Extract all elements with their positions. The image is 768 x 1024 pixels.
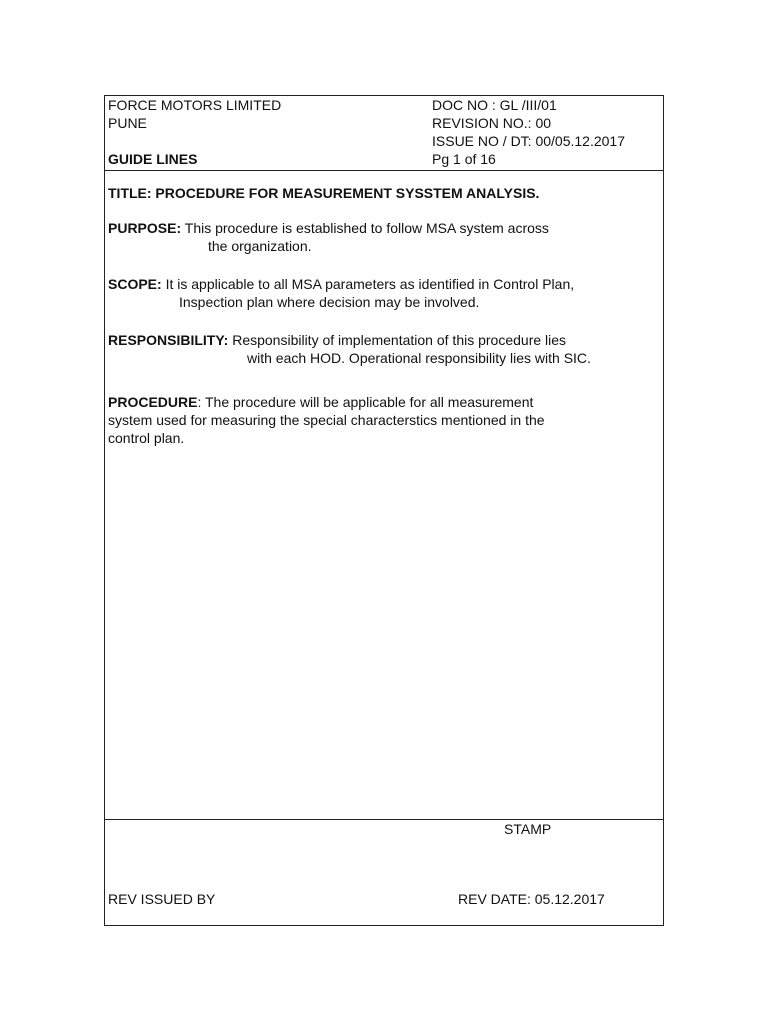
procedure-text-line2: system used for measuring the special characterstics mentioned in the [108,412,545,428]
rev-date: REV DATE: 05.12.2017 [458,891,605,907]
purpose-text-line1: This procedure is established to follow MSA system across [184,220,549,236]
issue-number-date: ISSUE NO / DT: 00/05.12.2017 [432,133,625,149]
page-number: Pg 1 of 16 [432,151,496,167]
procedure-label: PROCEDURE [108,394,198,410]
document-header [105,96,663,171]
scope-text-line1: It is applicable to all MSA parameters as identified in Control Plan, [165,276,575,292]
responsibility-text-line1: Responsibility of implementation of this procedure lies [232,332,567,348]
responsibility-section [108,331,591,367]
company-city: PUNE [108,115,147,131]
scope-section [108,275,574,311]
scope-label: SCOPE: [108,276,162,292]
procedure-text-line1: : The procedure will be applicable for all measurement [197,394,534,410]
scope-text-line2: Inspection plan where decision may be involved. [179,294,480,310]
document-type: GUIDE LINES [108,151,198,167]
company-name: FORCE MOTORS LIMITED [108,97,282,113]
rev-issued-by: REV ISSUED BY [108,891,216,907]
purpose-section [108,219,549,255]
document-title: TITLE: PROCEDURE FOR MEASUREMENT SYSSTEM ANALYSIS. [108,185,540,201]
document-page [104,95,664,926]
responsibility-label: RESPONSIBILITY: [108,332,229,348]
procedure-section [108,393,545,447]
procedure-text-line3: control plan. [108,430,185,446]
purpose-label: PURPOSE: [108,220,182,236]
revision-number: REVISION NO.: 00 [432,115,552,131]
stamp-label: STAMP [504,821,552,837]
document-footer [105,819,663,925]
responsibility-text-line2: with each HOD. Operational responsibility lies with SIC. [247,350,591,366]
purpose-text-line2: the organization. [208,238,312,254]
document-number: DOC NO : GL /III/01 [432,97,557,113]
